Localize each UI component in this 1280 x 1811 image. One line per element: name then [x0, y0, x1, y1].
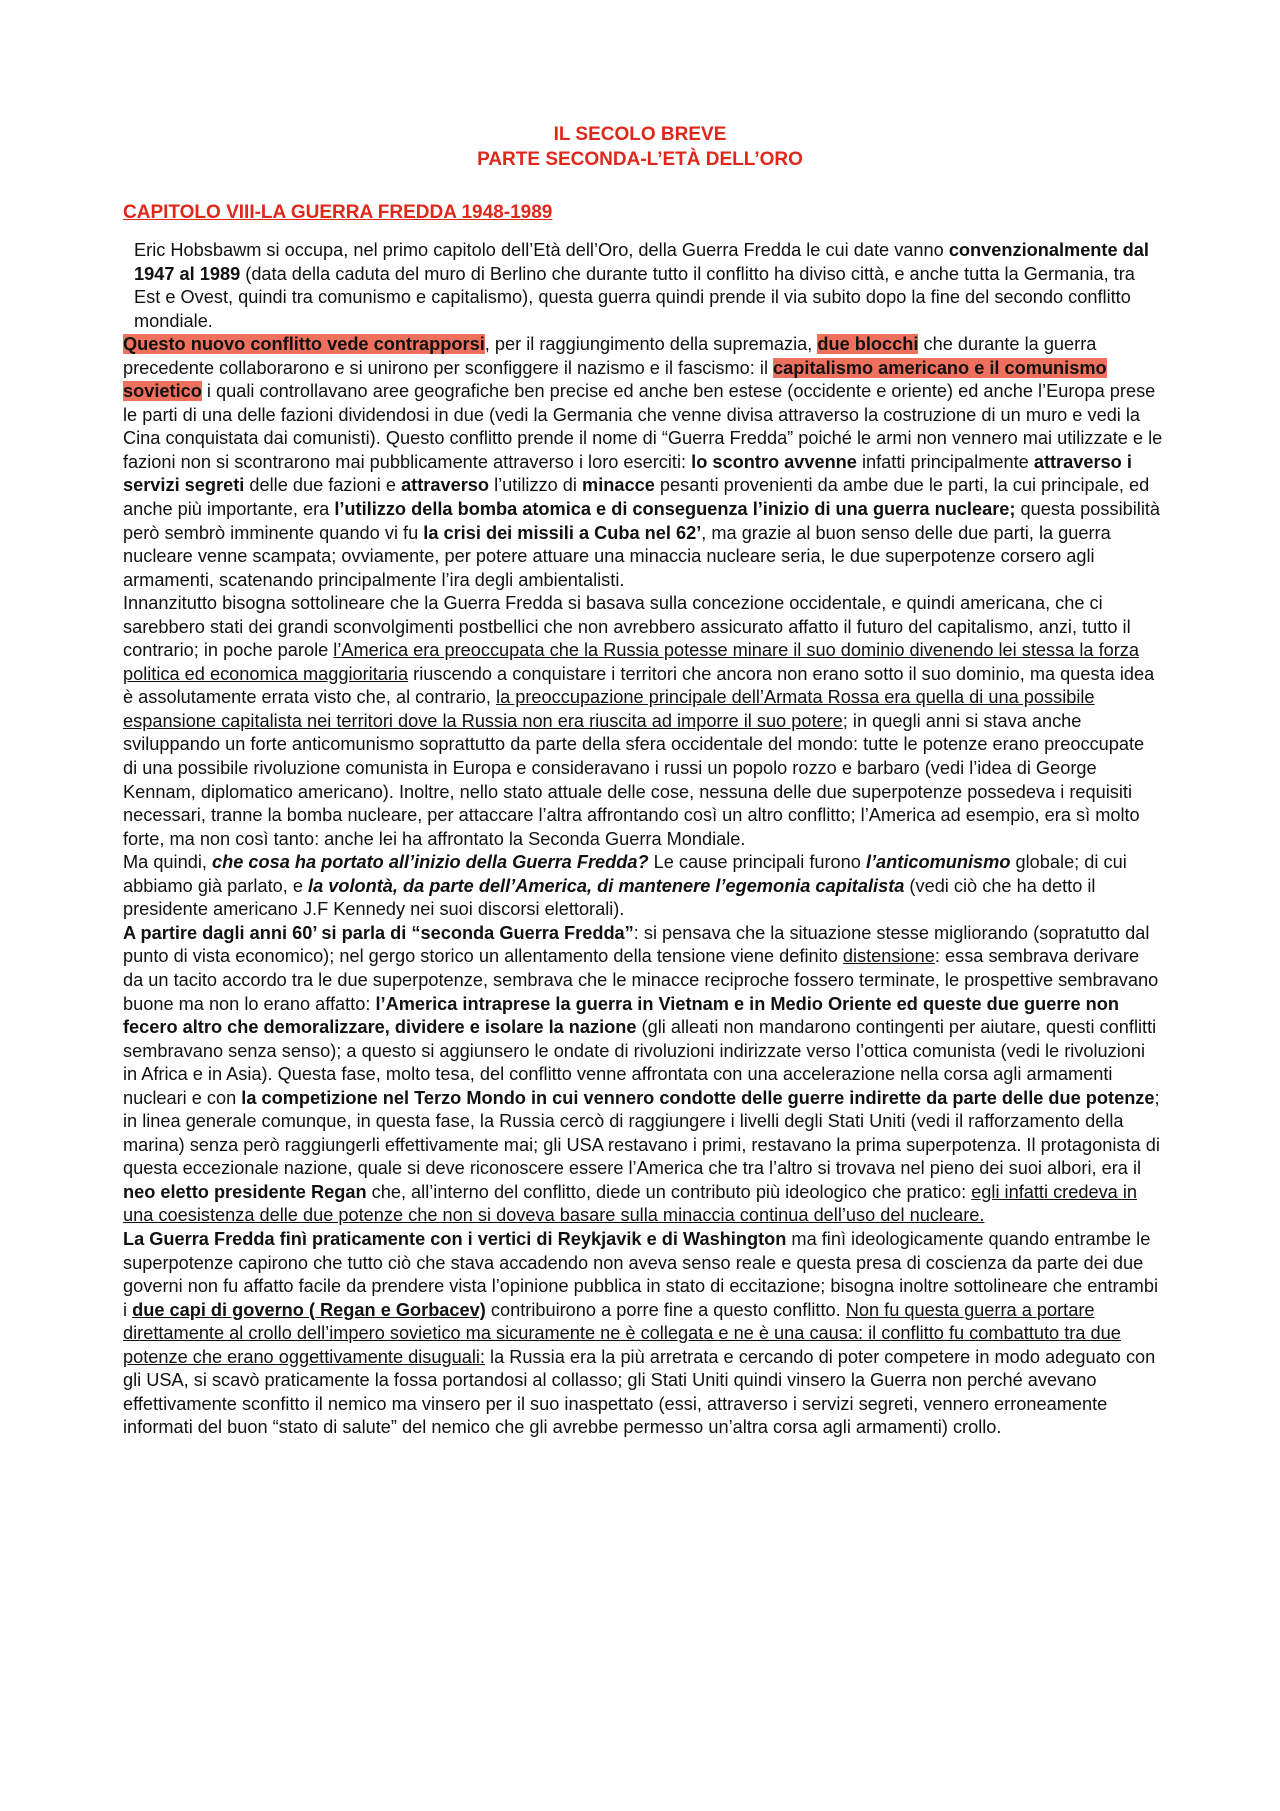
text-span: globale; di cui abbiamo già parlato, e: [123, 852, 1127, 896]
highlighted-text: Questo nuovo conflitto vede contrapporsi: [123, 334, 485, 355]
document-body: [123, 239, 1163, 1440]
text-span: , ma grazie al buon senso delle due parti, la guerra nucleare venne scampata; ovviamente, per potere attuare una minaccia nucleare seria, le due superpotenze corsero agli armamenti, scatenando principalmente l’ira degli ambientalisti.: [123, 522, 1111, 590]
underlined-text: l’America era preoccupata che la Russia potesse minare il suo dominio divenendo lei stessa la forza politica ed economica maggioritaria: [123, 640, 1140, 684]
document-title: [0, 122, 1280, 172]
text-span: ma finì ideologicamente quando entrambe le superpotenze capirono che tutto ciò che stava accadendo non aveva senso reale e questa presa di coscienza da parte dei due governi non fu affatto facile da prendere vista l’opinione pubblica in stato di eccitazione; bisogna inoltre sottolineare che entrambi i: [123, 1228, 1158, 1320]
underlined-text: distensione: [842, 946, 935, 967]
paragraph-3: [123, 592, 1163, 851]
text-span: riuscendo a conquistare i territori che ancora non erano sotto il suo dominio, ma questa idea è assolutamente errata visto che, al contrario,: [123, 663, 1155, 708]
bold-text: attraverso: [401, 475, 490, 496]
bold-underlined-text: due capi di governo ( Regan e Gorbacev): [132, 1299, 486, 1320]
text-span: (vedi ciò che ha detto il presidente americano J.F Kennedy nei suoi discorsi elettorali).: [123, 875, 1096, 920]
bold-text: l’America intraprese la guerra in Vietnam e in Medio Oriente ed queste due guerre non fecero altro che demoralizzare, dividere e isolare la nazione: [123, 993, 1120, 1038]
bold-text: la competizione nel Terzo Mondo in cui vennero condotte delle guerre indirette da parte delle due potenze: [241, 1087, 1155, 1108]
highlighted-text: due blocchi: [817, 334, 919, 355]
text-span: Eric Hobsbawm si occupa, nel primo capitolo dell’Età dell’Oro, della Guerra Fredda le cui date vanno: [134, 240, 949, 260]
title-line-1: IL SECOLO BREVE: [553, 124, 727, 145]
paragraph-1: [123, 239, 1163, 333]
text-span: : essa sembrava derivare da un tacito accordo tra le due superpotenze, sembrava che le minacce reciproche fossero terminate, le prospettive sembravano buone ma non lo erano affatto:: [123, 946, 1159, 1014]
bold-italic-text: l’anticomunismo: [865, 852, 1011, 873]
paragraph-5: [123, 922, 1163, 1228]
bold-text: A partire dagli anni 60’ si parla di “seconda Guerra Fredda”: [123, 922, 634, 943]
text-span: l’utilizzo di: [489, 475, 583, 496]
text-span: i quali controllavano aree geografiche ben precise ed anche ben estese (occidente e oriente) ed anche l’Europa prese le parti di una delle fazioni dividendosi in due (vedi la Germania che venne divisa attraverso la costruzione di un muro e vedi la Cina conquistata dai comunisti). Questo conflitto prende il nome di “Guerra Fredda” poiché le armi non vennero mai utilizzate e le fazioni non si scontrarono mai pubblicamente attraverso i loro eserciti:: [123, 381, 1163, 472]
text-span: contribuirono a porre fine a questo conflitto.: [485, 1299, 846, 1320]
bold-text: La Guerra Fredda finì praticamente con i vertici di Reykjavik e di Washington: [123, 1228, 787, 1249]
highlighted-text: capitalismo americano e il comunismo sovietico: [123, 357, 1107, 402]
bold-text: neo eletto presidente Regan: [123, 1181, 367, 1202]
text-span: delle due fazioni e: [244, 475, 402, 496]
text-span: che durante la guerra precedente collaborarono e si unirono per sconfiggere il nazismo e il fascismo: il: [123, 334, 1097, 378]
bold-text: lo scontro avvenne: [691, 451, 857, 472]
text-span: ; in linea generale comunque, in questa fase, la Russia cercò di raggiungere i livelli degli Stati Uniti (vedi il rafforzamento della marina) senza però raggiungerli effettivamente mai; gli USA restavano i primi, restavano la prima superpotenza. Il protagonista di questa eccezionale nazione, quale si deve riconoscere essere l’America che tra l’altro si trovava nel pieno dei suoi albori, era il: [123, 1087, 1160, 1179]
bold-text: minacce: [582, 475, 655, 496]
paragraph-6: [123, 1228, 1163, 1440]
bold-text: attraverso i servizi segreti: [123, 451, 1132, 496]
text-span: Innanzitutto bisogna sottolineare che la Guerra Fredda si basava sulla concezione occidentale, e quindi americana, che ci sarebbero stati dei grandi sconvolgimenti postbellici che non avrebbero assicurato affatto il futuro del capitalismo, anzi, tutto il contrario; in poche parole: [123, 593, 1131, 661]
underlined-text: la preoccupazione principale dell’Armata Rossa era quella di una possibile espansione capitalista nei territori dove la Russia non era riuscita ad imporre il suo potere: [123, 687, 1095, 731]
text-span: (data della caduta del muro di Berlino che durante tutto il conflitto ha diviso città, e anche tutta la Germania, tra Est e Ovest, quindi tra comunismo e capitalismo), questa guerra quindi prende il via subito dopo la fine del secondo conflitto mondiale.: [134, 263, 1135, 331]
text-span: Le cause principali furono: [648, 852, 866, 873]
bold-text: convenzionalmente dal 1947 al 1989: [134, 240, 1149, 284]
text-span: ; in quegli anni si stava anche sviluppando un forte anticomunismo soprattutto da parte della sfera occidentale del mondo: tutte le potenze erano preoccupate di una possibile rivoluzione comunista in Europa e consideravano i russi un popolo rozzo e barbaro (vedi l’idea di George Kennam, diplomatico americano). Inoltre, nello stato attuale delle cose, nessuna delle due superpotenze possedeva i requisiti necessari, tranne la bomba nucleare, per attaccare l’altra affrontando così un altro conflitto; l’America ad esempio, era sì molto forte, ma non così tanto: anche lei ha affrontato la Seconda Guerra Mondiale.: [123, 710, 1145, 849]
text-span: Ma quindi,: [123, 852, 212, 873]
chapter-heading: CAPITOLO VIII-LA GUERRA FREDDA 1948-1989: [123, 202, 553, 223]
bold-italic-text: la volontà, da parte dell’America, di mantenere l’egemonia capitalista: [308, 875, 905, 896]
paragraph-2: [123, 333, 1163, 592]
bold-text: l’utilizzo della bomba atomica e di conseguenza l’inizio di una guerra nucleare;: [334, 499, 1016, 520]
text-span: che, all’interno del conflitto, diede un contributo più ideologico che pratico:: [366, 1181, 972, 1202]
text-span: (gli alleati non mandarono contingenti per aiutare, questi conflitti sembravano senza senso); a questo si aggiunsero le ondate di rivoluzioni indirizzate verso l’ottica comunista (vedi le rivoluzioni in Africa e in Asia). Questa fase, molto tesa, del conflitto venne affrontata con una accelerazione nella corsa agli armamenti nucleari e con: [123, 1017, 1157, 1108]
text-span: pesanti provenienti da ambe due le parti, la cui principale, ed anche più importante, era: [123, 475, 1150, 520]
title-line-2: PARTE SECONDA-L’ETÀ DELL’ORO: [477, 149, 803, 170]
underlined-text: Non fu questa guerra a portare direttamente al crollo dell’impero sovietico ma sicuramente ne è collegata e ne è una causa: il conflitto fu combattuto tra due potenze che erano oggettivamente disuguali:: [123, 1299, 1121, 1367]
underlined-text: egli infatti credeva in una coesistenza delle due potenze che non si doveva basare sulla minaccia continua dell’uso del nucleare.: [123, 1181, 1137, 1226]
text-span: la Russia era la più arretrata e cercando di poter competere in modo adeguato con gli USA, si scavò praticamente la fossa portandosi al collasso; gli Stati Uniti quindi vinsero la Guerra non perché avevano effettivamente sconfitto il nemico ma vinsero per il suo inaspettato (essi, attraverso i servizi segreti, vennero erroneamente informati del buon “stato di salute” del nemico che gli avrebbe permesso un’altra corsa agli armamenti) crollo.: [123, 1346, 1156, 1438]
text-span: : si pensava che la situazione stesse migliorando (sopratutto dal punto di vista economico); nel gergo storico un allentamento della tensione viene definito: [123, 922, 1150, 967]
text-span: , per il raggiungimento della supremazia,: [484, 334, 818, 355]
bold-italic-text: che cosa ha portato all’inizio della Guerra Fredda?: [211, 852, 649, 873]
paragraph-4: [123, 851, 1163, 922]
text-span: questa possibilità però sembrò imminente quando vi fu: [123, 499, 1161, 543]
text-span: infatti principalmente: [856, 451, 1034, 472]
bold-text: la crisi dei missili a Cuba nel 62’: [423, 522, 702, 543]
